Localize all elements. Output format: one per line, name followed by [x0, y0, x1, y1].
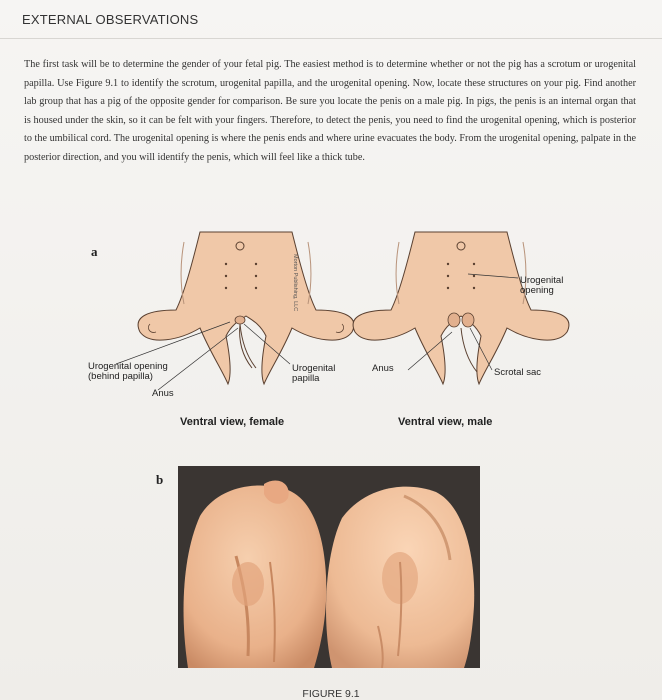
panel-b-letter: b	[156, 472, 164, 487]
label-anus-female: Anus	[152, 388, 174, 399]
figure-caption: FIGURE 9.1	[302, 688, 360, 700]
label-urogenital-opening-male: Urogenital opening	[520, 275, 564, 296]
label-urogenital-papilla: Urogenital papilla	[292, 363, 336, 384]
label-scrotal-sac: Scrotal sac	[494, 367, 541, 378]
section-heading: EXTERNAL OBSERVATIONS	[22, 12, 199, 27]
caption-ventral-male: Ventral view, male	[398, 416, 493, 428]
caption-ventral-female: Ventral view, female	[180, 416, 285, 428]
instructions-paragraph: The first task will be to determine the gender of your fetal pig. The easiest method is to determine whether or not the pig has a scrotum or urogenital papilla. Use Figure 9.1 to identify the scrotum, urogenital papilla, and the urogenital opening. Now, locate these structures on your pig. Find another lab group that has a pig of the opposite gender for comparison. Be sure you locate the penis on a male pig. In pigs, the penis is an internal organ that is housed under the skin, so it can be felt with your fingers. Therefore, to detect the penis, you need to find the urogenital opening, which is posterior to the umbilical cord. The urogenital opening is where the penis ends and where urine evacuates the body. From the urogenital opening, palpate in the posterior direction, and you will identify the penis, which will feel like a thick tube.	[24, 59, 636, 163]
fetal-pig-photograph	[178, 466, 480, 668]
pig-illustration	[80, 224, 590, 414]
panel-a-letter: a	[91, 244, 98, 259]
label-urogenital-opening-female: Urogenital opening (behind papilla)	[88, 361, 168, 382]
label-anus-male: Anus	[372, 363, 394, 374]
image-credit: Morton Publishing, LLC	[292, 254, 298, 312]
heading-divider	[0, 38, 662, 39]
male-pig-drawing	[353, 232, 569, 384]
